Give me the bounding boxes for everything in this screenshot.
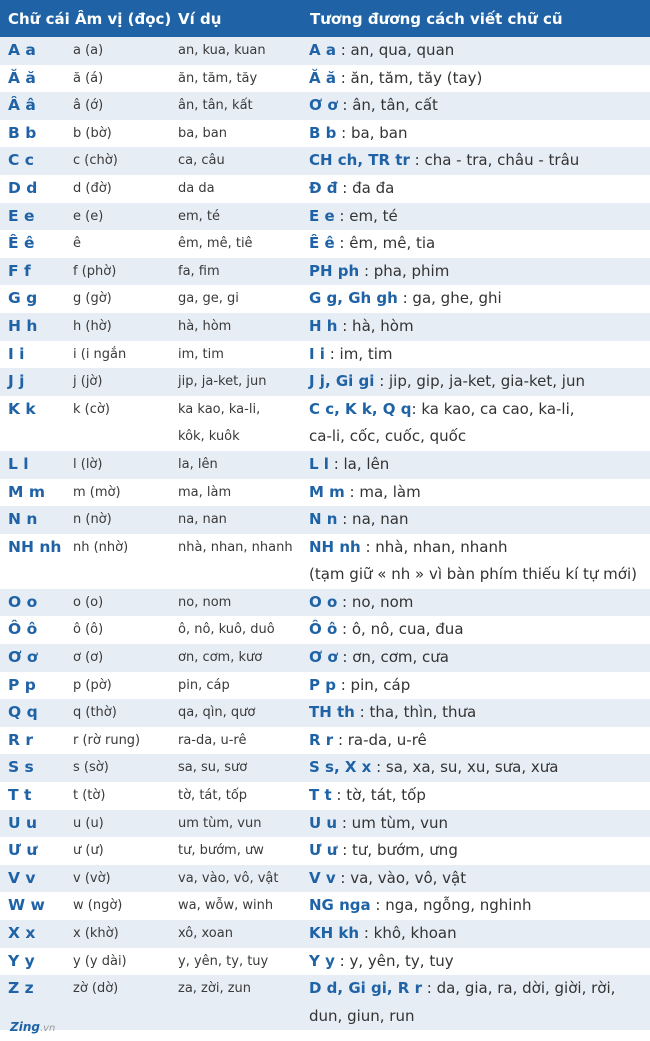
old-spelling-cell bbox=[309, 37, 454, 65]
old-spelling-cell bbox=[309, 1003, 415, 1031]
old-spelling-cell bbox=[309, 534, 508, 562]
example-cell: y, yên, ty, tuy bbox=[178, 953, 269, 969]
old-spelling-key: PH ph bbox=[309, 261, 360, 280]
old-spelling-cell bbox=[309, 727, 427, 755]
old-spelling-cell bbox=[309, 616, 464, 644]
letter-cell: L l bbox=[8, 454, 29, 473]
example-cell: ka kao, ka-li, bbox=[178, 401, 261, 417]
sound-cell: g (gờ) bbox=[73, 291, 112, 307]
table-row bbox=[0, 479, 650, 507]
example-cell: da da bbox=[178, 180, 215, 196]
old-spelling-cell bbox=[309, 948, 454, 976]
old-spelling-key: U u bbox=[309, 813, 338, 832]
table-row bbox=[0, 754, 650, 782]
sound-cell: q (thờ) bbox=[73, 705, 117, 721]
old-spelling-key: J j, Gi gi bbox=[309, 372, 375, 391]
old-spelling-key: S s, X x bbox=[309, 758, 372, 777]
old-spelling-cell bbox=[309, 423, 466, 451]
letter-cell: U u bbox=[8, 813, 38, 832]
old-spelling-cell bbox=[309, 285, 502, 313]
table-row bbox=[0, 175, 650, 203]
old-spelling-cell bbox=[309, 699, 476, 727]
sound-cell: m (mờ) bbox=[73, 484, 121, 500]
old-spelling-text: : ra-da, u-rê bbox=[333, 730, 427, 749]
old-spelling-cell bbox=[309, 782, 426, 810]
sound-cell: e (e) bbox=[73, 208, 104, 224]
old-spelling-text: : tư, bướm, ưng bbox=[337, 841, 458, 860]
example-cell: tư, bướm, ưw bbox=[178, 843, 264, 859]
old-spelling-text: : nga, ngỗng, nghinh bbox=[370, 896, 532, 915]
example-cell: xô, xoan bbox=[178, 926, 233, 941]
old-spelling-key: R r bbox=[309, 730, 334, 749]
header-old-spelling: Tương đương cách viết chữ cũ bbox=[310, 9, 563, 28]
table-row bbox=[0, 837, 650, 865]
old-spelling-cell bbox=[309, 92, 438, 120]
sound-cell: x (khờ) bbox=[73, 926, 119, 941]
letter-cell: N n bbox=[8, 510, 38, 529]
old-spelling-cell bbox=[309, 672, 410, 700]
example-cell: ân, tân, kất bbox=[178, 98, 253, 114]
old-spelling-text: : cha - tra, châu - trâu bbox=[409, 151, 580, 170]
sound-cell: ơ (ơ) bbox=[73, 650, 104, 666]
old-spelling-key: V v bbox=[309, 868, 336, 887]
letter-cell: I i bbox=[8, 344, 25, 363]
letter-cell: H h bbox=[8, 316, 38, 335]
old-spelling-cell bbox=[309, 644, 449, 672]
example-cell: ma, làm bbox=[178, 484, 232, 500]
letter-cell: Ư ư bbox=[8, 841, 38, 860]
old-spelling-cell bbox=[309, 506, 409, 534]
old-spelling-cell bbox=[309, 396, 575, 424]
old-spelling-text: : ô, nô, cua, đua bbox=[337, 620, 464, 639]
old-spelling-text: : em, té bbox=[334, 206, 398, 225]
table-row bbox=[0, 589, 650, 617]
letter-cell: F f bbox=[8, 261, 31, 280]
old-spelling-cell bbox=[309, 368, 585, 396]
letter-cell: E e bbox=[8, 206, 35, 225]
sound-cell: b (bờ) bbox=[73, 125, 112, 141]
example-cell: ga, ge, gi bbox=[178, 291, 239, 307]
sound-cell: zờ (dờ) bbox=[73, 981, 119, 997]
old-spelling-text: : ga, ghe, ghi bbox=[397, 289, 502, 308]
old-spelling-cell bbox=[309, 341, 393, 369]
alphabet-table bbox=[0, 37, 650, 1030]
old-spelling-cell bbox=[309, 230, 435, 258]
header-letter: Chữ cái bbox=[8, 9, 70, 28]
old-spelling-text: : hà, hòm bbox=[337, 316, 414, 335]
sound-cell: v (vờ) bbox=[73, 870, 111, 886]
old-spelling-text: : no, nom bbox=[337, 592, 414, 611]
letter-cell: P p bbox=[8, 675, 36, 694]
old-spelling-cell bbox=[309, 120, 407, 148]
example-cell: pin, cáp bbox=[178, 677, 230, 693]
letter-cell: NH nh bbox=[8, 537, 62, 556]
example-cell: la, lên bbox=[178, 456, 218, 472]
old-spelling-text: (tạm giữ « nh » vì bàn phím thiếu kí tự mới) bbox=[309, 565, 637, 584]
table-row bbox=[0, 230, 650, 258]
example-cell: ăn, tăm, tăy bbox=[178, 70, 258, 86]
example-cell: nhà, nhan, nhanh bbox=[178, 539, 293, 555]
old-spelling-text: : um tùm, vun bbox=[337, 813, 448, 832]
old-spelling-cell bbox=[309, 65, 482, 93]
old-spelling-key: CH ch, TR tr bbox=[309, 151, 410, 170]
letter-cell: Z z bbox=[8, 979, 34, 998]
sound-cell: h (hờ) bbox=[73, 318, 112, 334]
letter-cell: C c bbox=[8, 151, 34, 170]
example-cell: na, nan bbox=[178, 512, 227, 528]
old-spelling-key: Ê ê bbox=[309, 234, 335, 253]
example-cell: ca, câu bbox=[178, 153, 225, 169]
old-spelling-key: T t bbox=[309, 786, 332, 805]
letter-cell: Ă ă bbox=[8, 68, 36, 87]
old-spelling-cell bbox=[309, 313, 414, 341]
old-spelling-key: P p bbox=[309, 675, 336, 694]
letter-cell: Ơ ơ bbox=[8, 648, 38, 667]
old-spelling-text: : an, qua, quan bbox=[335, 41, 455, 59]
sound-cell: y (y dài) bbox=[73, 953, 127, 969]
letter-cell: O o bbox=[8, 592, 38, 611]
sound-cell: f (phờ) bbox=[73, 263, 117, 279]
old-spelling-key: KH kh bbox=[309, 924, 360, 942]
old-spelling-cell bbox=[309, 451, 389, 479]
old-spelling-text: : ăn, tăm, tăy (tay) bbox=[335, 68, 483, 87]
table-row bbox=[0, 644, 650, 672]
old-spelling-text: : ba, ban bbox=[336, 123, 408, 142]
old-spelling-cell bbox=[309, 837, 458, 865]
old-spelling-text: : khô, khoan bbox=[359, 924, 457, 942]
old-spelling-text: : đa đa bbox=[337, 178, 395, 197]
example-cell: ơn, cơm, kươ bbox=[178, 650, 263, 666]
table-row bbox=[0, 892, 650, 920]
old-spelling-key: TH th bbox=[309, 703, 355, 722]
example-cell: za, zời, zun bbox=[178, 981, 252, 997]
old-spelling-cell bbox=[309, 754, 559, 782]
letter-cell: J j bbox=[8, 372, 25, 391]
old-spelling-key: C c, K k, Q q bbox=[309, 399, 412, 418]
table-row bbox=[0, 313, 650, 341]
table-row bbox=[0, 699, 650, 727]
old-spelling-cell bbox=[309, 147, 579, 175]
zing-logo: Zing.vn bbox=[10, 1020, 56, 1034]
example-cell: kôk, kuôk bbox=[178, 429, 240, 445]
old-spelling-text: : va, vào, vô, vật bbox=[335, 868, 467, 887]
old-spelling-cell bbox=[309, 892, 531, 920]
table-row bbox=[0, 92, 650, 120]
example-cell: hà, hòm bbox=[178, 318, 232, 334]
old-spelling-text: : ơn, cơm, cưa bbox=[337, 648, 449, 667]
table-header bbox=[0, 0, 650, 37]
old-spelling-cell bbox=[309, 920, 457, 948]
table-row bbox=[0, 341, 650, 369]
old-spelling-text: : ka kao, ca cao, ka-li, bbox=[411, 399, 575, 418]
sound-cell: o (o) bbox=[73, 594, 104, 610]
example-cell: va, vào, vô, vật bbox=[178, 870, 279, 886]
old-spelling-key: G g, Gh gh bbox=[309, 289, 398, 308]
table-row bbox=[0, 948, 650, 976]
old-spelling-key: H h bbox=[309, 316, 338, 335]
old-spelling-text: : na, nan bbox=[337, 510, 409, 529]
old-spelling-cell bbox=[309, 865, 466, 893]
example-cell: em, té bbox=[178, 208, 221, 224]
old-spelling-key: D d, Gi gi, R r bbox=[309, 979, 422, 998]
table-row bbox=[0, 865, 650, 893]
old-spelling-text: : la, lên bbox=[328, 454, 390, 473]
old-spelling-text: : ma, làm bbox=[344, 482, 421, 501]
letter-cell: Q q bbox=[8, 703, 38, 722]
old-spelling-key: B b bbox=[309, 123, 337, 142]
table-row bbox=[0, 451, 650, 479]
old-spelling-text: : tờ, tát, tốp bbox=[331, 786, 426, 805]
example-cell: um tùm, vun bbox=[178, 815, 262, 831]
letter-cell: A a bbox=[8, 41, 36, 59]
table-row bbox=[0, 147, 650, 175]
old-spelling-key: I i bbox=[309, 344, 325, 363]
sound-cell: a (a) bbox=[73, 43, 104, 58]
old-spelling-key: Ă ă bbox=[309, 68, 336, 87]
old-spelling-text: : jip, gip, ja-ket, gia-ket, jun bbox=[374, 372, 585, 391]
old-spelling-key: O o bbox=[309, 592, 338, 611]
old-spelling-key: N n bbox=[309, 510, 338, 529]
old-spelling-text: : da, gia, ra, dời, giời, rời, bbox=[421, 979, 616, 998]
example-cell: no, nom bbox=[178, 594, 232, 610]
example-cell: qa, qìn, qươ bbox=[178, 705, 256, 721]
old-spelling-text: : im, tim bbox=[324, 344, 393, 363]
letter-cell: Â â bbox=[8, 96, 36, 115]
old-spelling-text: ca-li, cốc, cuốc, quốc bbox=[309, 427, 467, 446]
old-spelling-text: dun, giun, run bbox=[309, 1006, 415, 1025]
sound-cell: u (u) bbox=[73, 815, 104, 831]
example-cell: ô, nô, kuô, duô bbox=[178, 622, 275, 638]
old-spelling-text: : nhà, nhan, nhanh bbox=[360, 537, 508, 556]
table-row bbox=[0, 368, 650, 396]
table-row bbox=[0, 506, 650, 534]
letter-cell: Y y bbox=[8, 951, 35, 970]
letter-cell: W w bbox=[8, 896, 45, 915]
sound-cell: r (rờ rung) bbox=[73, 732, 141, 748]
old-spelling-key: Đ đ bbox=[309, 178, 338, 197]
sound-cell: ă (á) bbox=[73, 70, 104, 86]
example-cell: im, tim bbox=[178, 346, 224, 362]
old-spelling-key: Ư ư bbox=[309, 841, 338, 860]
old-spelling-text: : ân, tân, cất bbox=[337, 96, 438, 115]
table-row bbox=[0, 203, 650, 231]
table-row bbox=[0, 782, 650, 810]
letter-cell: T t bbox=[8, 786, 32, 805]
old-spelling-text: : pha, phim bbox=[359, 261, 450, 280]
table-row bbox=[0, 727, 650, 755]
example-cell: sa, su, sươ bbox=[178, 760, 248, 776]
sound-cell: l (lờ) bbox=[73, 456, 103, 472]
sound-cell: i (i ngắn bbox=[73, 346, 127, 362]
example-cell: tờ, tát, tốp bbox=[178, 788, 248, 804]
table-row bbox=[0, 37, 650, 65]
sound-cell: s (sờ) bbox=[73, 760, 109, 776]
letter-cell: Ê ê bbox=[8, 234, 35, 253]
sound-cell: nh (nhờ) bbox=[73, 539, 129, 555]
example-cell: êm, mê, tiê bbox=[178, 236, 253, 252]
example-cell: wa, wỗw, winh bbox=[178, 898, 274, 914]
letter-cell: B b bbox=[8, 123, 37, 142]
old-spelling-text: : y, yên, ty, tuy bbox=[334, 951, 454, 970]
old-spelling-cell bbox=[309, 203, 398, 231]
old-spelling-cell bbox=[309, 589, 413, 617]
old-spelling-text: : pin, cáp bbox=[335, 675, 411, 694]
old-spelling-cell bbox=[309, 561, 637, 589]
example-cell: ba, ban bbox=[178, 125, 227, 141]
sound-cell: d (đờ) bbox=[73, 180, 112, 196]
table-row bbox=[0, 258, 650, 286]
table-row bbox=[0, 120, 650, 148]
old-spelling-text: : sa, xa, su, xu, sưa, xưa bbox=[371, 758, 559, 777]
sound-cell: ô (ô) bbox=[73, 622, 104, 638]
letter-cell: R r bbox=[8, 730, 33, 749]
letter-cell: K k bbox=[8, 399, 36, 418]
sound-cell: k (cờ) bbox=[73, 401, 110, 417]
letter-cell: D d bbox=[8, 178, 38, 197]
table-row bbox=[0, 534, 650, 589]
letter-cell: S s bbox=[8, 758, 34, 777]
old-spelling-cell bbox=[309, 175, 394, 203]
table-row bbox=[0, 672, 650, 700]
sound-cell: w (ngờ) bbox=[73, 898, 123, 914]
sound-cell: ê bbox=[73, 236, 81, 252]
header-sound: Âm vị (đọc) bbox=[75, 9, 172, 28]
old-spelling-key: Ơ ơ bbox=[309, 648, 338, 667]
table-row bbox=[0, 396, 650, 451]
old-spelling-key: Y y bbox=[309, 951, 335, 970]
old-spelling-key: M m bbox=[309, 482, 345, 501]
old-spelling-key: NH nh bbox=[309, 537, 361, 556]
sound-cell: t (tờ) bbox=[73, 788, 106, 804]
old-spelling-text: : tha, thìn, thưa bbox=[354, 703, 477, 722]
old-spelling-cell bbox=[309, 479, 421, 507]
letter-cell: Ô ô bbox=[8, 620, 38, 639]
example-cell: fa, fim bbox=[178, 263, 220, 279]
sound-cell: c (chờ) bbox=[73, 153, 118, 169]
letter-cell: G g bbox=[8, 289, 38, 308]
sound-cell: â (ớ) bbox=[73, 98, 104, 114]
old-spelling-key: L l bbox=[309, 454, 329, 473]
example-cell: an, kua, kuan bbox=[178, 43, 266, 58]
old-spelling-key: Ơ ơ bbox=[309, 96, 338, 115]
sound-cell: n (nờ) bbox=[73, 512, 112, 528]
sound-cell: j (jờ) bbox=[73, 374, 103, 390]
old-spelling-key: A a bbox=[309, 41, 336, 59]
sound-cell: p (pờ) bbox=[73, 677, 112, 693]
table-row bbox=[0, 920, 650, 948]
sound-cell: ư (ư) bbox=[73, 843, 104, 859]
letter-cell: M m bbox=[8, 482, 45, 501]
table-row bbox=[0, 616, 650, 644]
old-spelling-key: E e bbox=[309, 206, 335, 225]
old-spelling-text: : êm, mê, tia bbox=[334, 234, 436, 253]
table-row bbox=[0, 285, 650, 313]
header-example: Ví dụ bbox=[178, 9, 222, 28]
example-cell: jip, ja-ket, jun bbox=[178, 374, 267, 390]
old-spelling-cell bbox=[309, 975, 615, 1003]
table-row bbox=[0, 65, 650, 93]
old-spelling-cell bbox=[309, 810, 448, 838]
old-spelling-cell bbox=[309, 258, 449, 286]
old-spelling-key: Ô ô bbox=[309, 620, 338, 639]
example-cell: ra-da, u-rê bbox=[178, 732, 247, 748]
table-row bbox=[0, 975, 650, 1030]
letter-cell: V v bbox=[8, 868, 36, 887]
old-spelling-key: NG nga bbox=[309, 896, 371, 915]
table-row bbox=[0, 810, 650, 838]
letter-cell: X x bbox=[8, 924, 36, 942]
